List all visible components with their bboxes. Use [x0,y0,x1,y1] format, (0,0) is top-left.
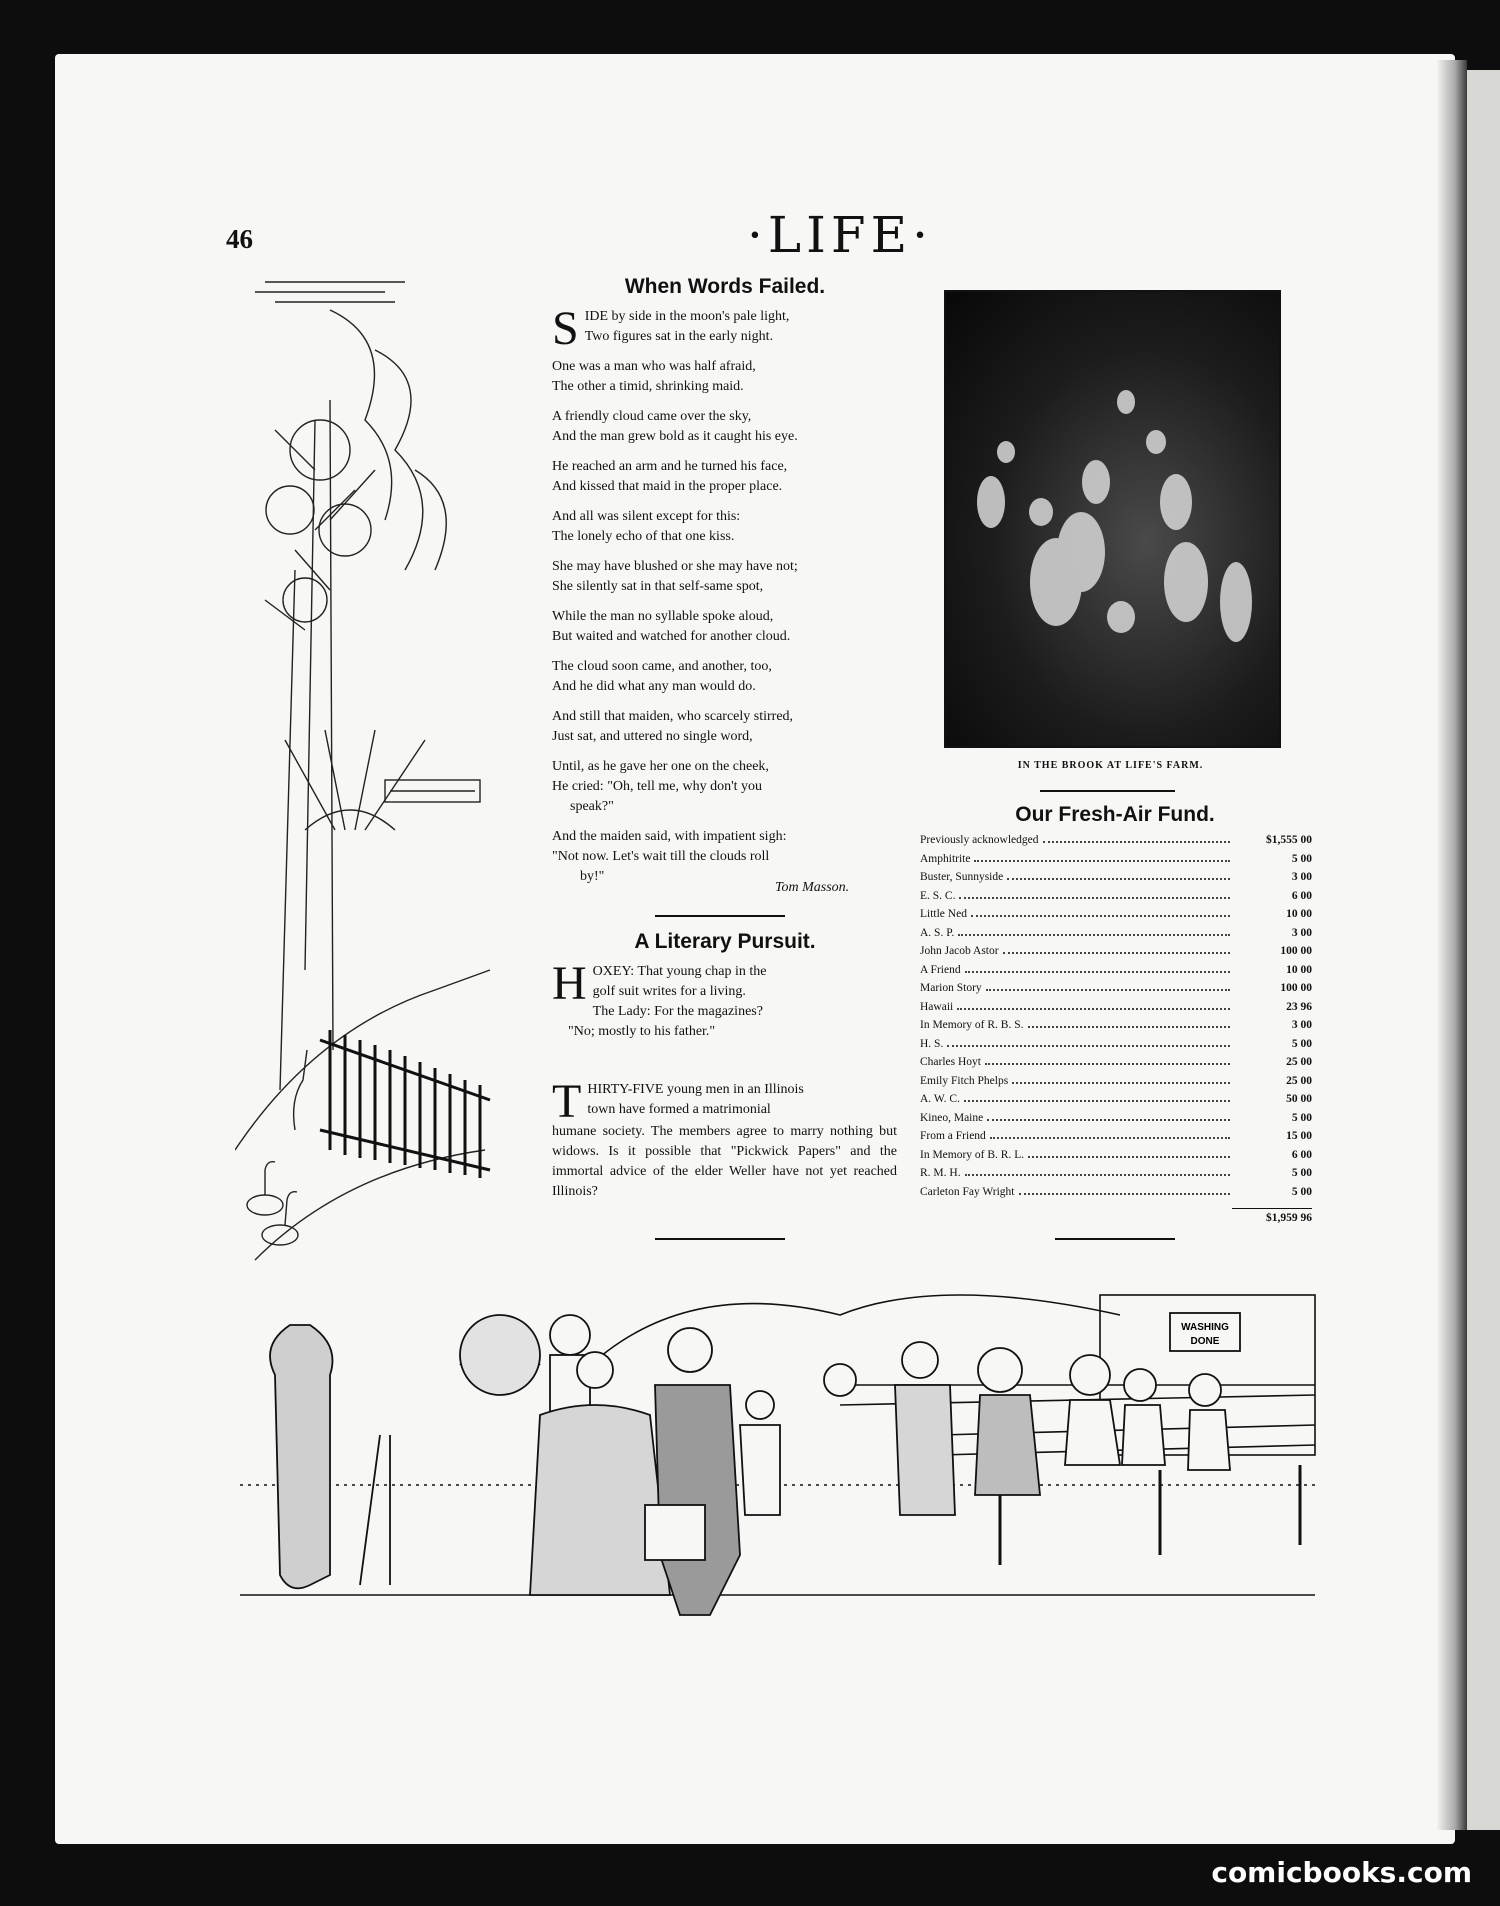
leader-dots [958,934,1230,936]
poem-stanza [552,557,897,597]
fund-entry [920,908,1312,927]
sign-text-line2: DONE [1190,1336,1220,1347]
poem-line: A friendly cloud came over the sky, [552,409,752,424]
landscape-illustration [235,270,495,1270]
poem-line: One was a man who was half afraid, [552,359,756,374]
poem-title: When Words Failed. [624,275,826,298]
fund-entry-amount: 100 00 [1280,982,1312,994]
poem-line: He cried: "Oh, tell me, why don't you [552,779,763,794]
poem-line: And still that maiden, who scarcely stirred, [552,709,794,724]
fund-entry [920,1112,1312,1131]
leader-dots [1007,878,1230,880]
leader-dots [986,989,1230,991]
fund-entry-name: John Jacob Astor [920,945,999,957]
poem-stanza [552,302,897,355]
leader-dots [1043,841,1231,843]
section-divider [1040,790,1175,792]
poem-author: Tom Masson. [775,880,850,895]
poem-line: Just sat, and uttered no single word, [552,729,753,744]
section-divider [655,915,785,917]
fund-entry-amount: 5 00 [1291,1167,1312,1179]
fund-entry-name: A Friend [920,963,961,976]
poem-line: While the man no syllable spoke aloud, [552,609,774,624]
fund-entry-name: From a Friend [920,1130,986,1142]
poem-stanza [552,357,897,397]
poem-stanza [552,607,897,647]
poem-line: And the man grew bold as it caught his eye. [552,429,798,444]
section-divider [1055,1238,1175,1240]
poem-line: And all was silent except for this: [552,509,741,524]
fund-entry-amount: 5 00 [1291,1111,1312,1124]
literary-line: The Lady: For the magazines? [592,1004,763,1019]
fund-entry-amount: 3 00 [1291,1019,1312,1031]
poem-line: speak?" [570,799,614,814]
fund-entry-amount: 5 00 [1291,852,1312,865]
literary-line: golf suit writes for a living. [592,984,746,999]
leader-dots [990,1137,1230,1139]
fund-entry [920,964,1312,983]
fund-entry-amount: 50 00 [1286,1093,1312,1105]
photo-caption: IN THE BROOK AT LIFE'S FARM. [1017,760,1204,771]
leader-dots [965,1174,1230,1176]
fund-entry-amount: 15 00 [1286,1130,1312,1142]
fund-entry-amount: 6 00 [1291,889,1312,902]
fund-title: Our Fresh-Air Fund. [1015,803,1215,826]
fund-entry [920,1001,1312,1020]
leader-dots [964,1100,1230,1102]
poem-stanza [552,457,897,497]
fund-entry [920,1019,1312,1038]
leader-dots [1028,1026,1231,1028]
fund-entry [920,1056,1312,1075]
fund-list [920,834,1312,1204]
brook-photograph [944,290,1281,748]
poem-line: But waited and watched for another cloud. [552,629,791,644]
fund-entry-amount: 5 00 [1291,1037,1312,1050]
sign-text-line1: WASHING [1181,1322,1229,1333]
paragraph-line: HIRTY-FIVE young men in an Illinois [587,1082,804,1097]
fund-entry-name: R. M. H. [920,1167,961,1179]
fund-entry [920,1186,1312,1205]
fund-entry [920,927,1312,946]
fund-entry-amount: 100 00 [1280,945,1312,957]
poem-line: The lonely echo of that one kiss. [552,529,735,544]
fund-entry-name: A. S. P. [920,926,955,939]
poem-line: by!" [580,869,605,884]
poem-stanza [552,757,897,817]
paragraph-line: town have formed a matrimonial [587,1102,771,1117]
fund-entry-name: Marion Story [920,982,982,994]
leader-dots [985,1063,1230,1065]
fund-entry-amount: 5 00 [1291,1185,1312,1198]
page-spine-shadow [1437,60,1467,1830]
fund-entry-name: In Memory of B. R. L. [920,1148,1025,1161]
leader-dots [974,860,1230,862]
poem-body [552,302,897,897]
fund-entry-name: Buster, Sunnyside [920,871,1004,883]
literary-line: OXEY: That young chap in the [592,964,767,979]
poem-line: "Not now. Let's wait till the clouds roll [552,849,770,864]
fund-entry-amount: 10 00 [1286,963,1312,976]
paragraph-drop-cap: T [552,1075,582,1128]
poem-line: Until, as he gave her one on the cheek, [552,759,769,774]
section-divider [655,1238,785,1240]
fund-entry-amount: 25 00 [1286,1056,1312,1068]
literary-body [552,957,897,1042]
fund-entry [920,890,1312,909]
leader-dots [965,971,1230,973]
leader-dots [947,1045,1230,1047]
poem-line: And kissed that maid in the proper place. [552,479,783,494]
fund-entry-amount: 3 00 [1291,871,1312,883]
fund-entry [920,982,1312,1001]
leader-dots [987,1119,1230,1121]
leader-dots [1012,1082,1230,1084]
fund-entry-name: A. W. C. [920,1093,960,1105]
fund-entry-amount: 10 00 [1286,908,1312,920]
fund-entry [920,1149,1312,1168]
literary-title: A Literary Pursuit. [634,930,816,953]
fund-entry-name: Carleton Fay Wright [920,1185,1015,1198]
poem-line: He reached an arm and he turned his face, [552,459,788,474]
poem-line: And the maiden said, with impatient sigh: [552,829,787,844]
fund-entry [920,1130,1312,1149]
fund-entry [920,871,1312,890]
watermark-logo: comicbooks.com [1211,1856,1472,1889]
leader-dots [971,915,1230,917]
fund-entry-name: H. S. [920,1037,944,1050]
poem-line: IDE by side in the moon's pale light, [584,309,790,324]
poem-stanza [552,507,897,547]
poem-line: She silently sat in that self-same spot, [552,579,764,594]
illinois-paragraph [552,1075,897,1202]
bathers-figures [946,292,1279,746]
paragraph-rest: humane society. The members agree to marry nothing but widows. Is it possible that "Pickwick Papers" and the immortal advice of the elder Weller have not yet reached Illinois? [552,1124,897,1199]
fund-entry [920,1038,1312,1057]
fund-entry [920,834,1312,853]
poem-line: The other a timid, shrinking maid. [552,379,744,394]
poem-stanza [552,657,897,697]
poem-line: Two figures sat in the early night. [584,329,774,344]
fund-total: $1,959 96 [1232,1208,1312,1224]
literary-line: "No; mostly to his father." [568,1024,716,1039]
fund-entry-amount: 25 00 [1286,1074,1312,1087]
frog-parade-illustration [240,1255,1320,1630]
poem-stanza [552,707,897,747]
poem-line: She may have blushed or she may have not; [552,559,798,574]
leader-dots [1028,1156,1230,1158]
fund-entry-amount: 6 00 [1291,1148,1312,1161]
fund-entry [920,1167,1312,1186]
poem-drop-cap: S [552,302,579,355]
fund-entry-amount: 23 96 [1286,1000,1312,1013]
fund-entry [920,853,1312,872]
fund-entry-name: Previously acknowledged [920,834,1039,846]
fund-entry-name: Kineo, Maine [920,1111,984,1124]
masthead-title: ·LIFE· [747,206,933,264]
poem-line: And he did what any man would do. [552,679,756,694]
fund-entry-name: Amphitrite [920,852,971,865]
fund-entry-name: Charles Hoyt [920,1056,982,1068]
fund-entry-name: Hawaii [920,1000,954,1013]
fund-entry-name: Emily Fitch Phelps [920,1074,1009,1087]
fund-entry-amount: 3 00 [1291,926,1312,939]
leader-dots [959,897,1230,899]
poem-line: The cloud soon came, and another, too, [552,659,772,674]
fund-entry-name: Little Ned [920,908,967,920]
leader-dots [957,1008,1230,1010]
fund-entry [920,1093,1312,1112]
leader-dots [1019,1193,1230,1195]
fund-entry [920,945,1312,964]
literary-drop-cap: H [552,957,587,1010]
fund-entry-amount: $1,555 00 [1266,834,1312,846]
leader-dots [1003,952,1230,954]
poem-stanza [552,407,897,447]
fund-entry-name: In Memory of R. B. S. [920,1019,1024,1031]
fund-entry-name: E. S. C. [920,889,956,902]
fund-entry [920,1075,1312,1094]
page-number: 46 [226,224,253,254]
